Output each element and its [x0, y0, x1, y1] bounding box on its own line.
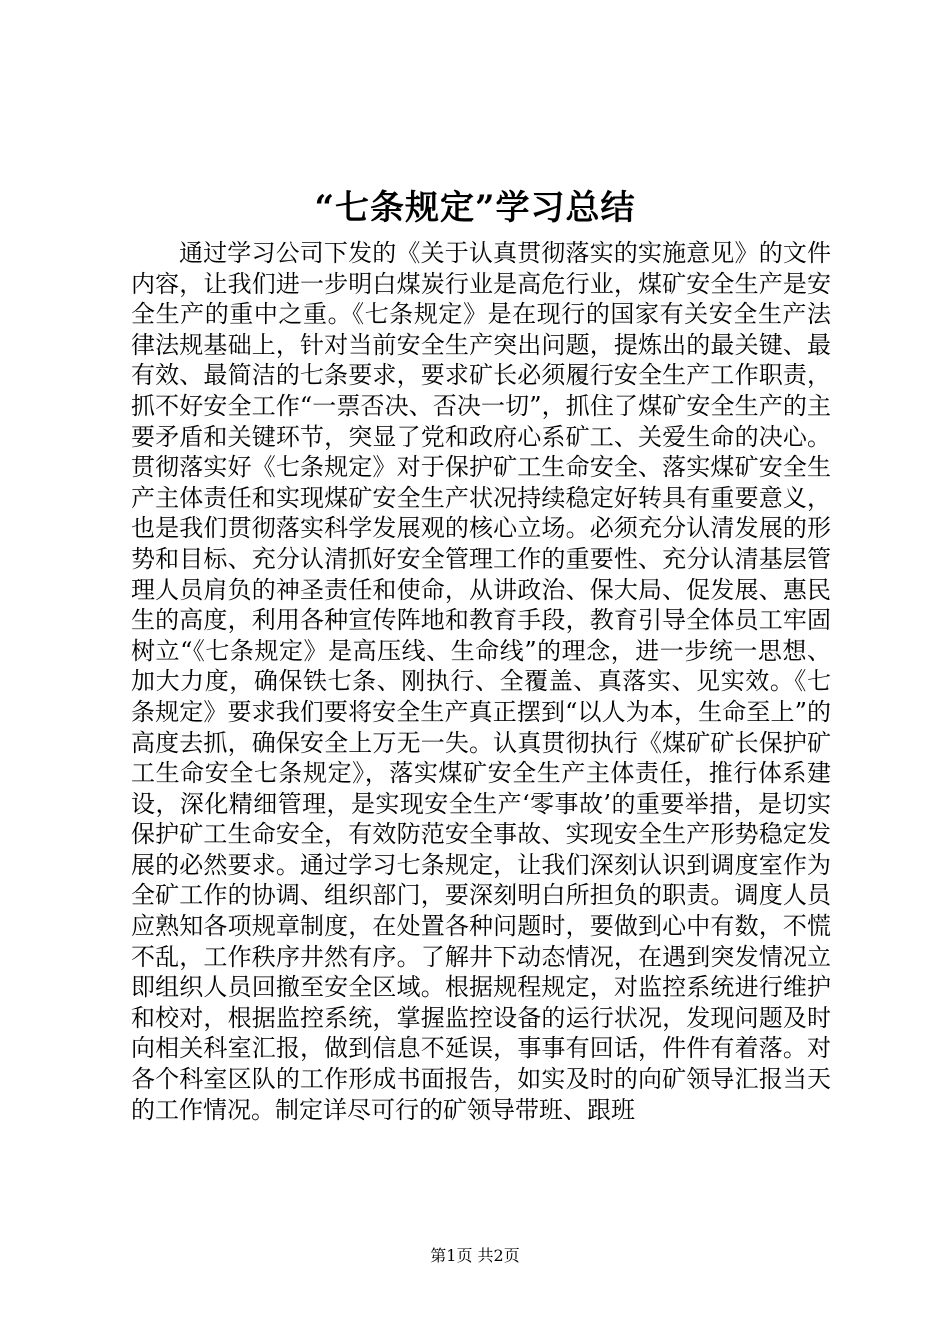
page-footer: 第1页 共2页 [430, 1246, 520, 1265]
document-body-paragraph: 通过学习公司下发的《关于认真贯彻落实的实施意见》的文件内容，让我们进一步明白煤炭行业是高危行业，煤矿安全生产是安全生产的重中之重。《七条规定》是在现行的国家有关安全生产法律法规基础上，针对当前安全生产突出问题，提炼出的最关键、最有效、最简洁的七条要求，要求矿长必须履行安全生产工作职责，抓不好安全工作“一票否决、否决一切”，抓住了煤矿安全生产的主要矛盾和关键环节，突显了党和政府心系矿工、关爱生命的决心。贯彻落实好《七条规定》对于保护矿工生命安全、落实煤矿安全生产主体责任和实现煤矿安全生产状况持续稳定好转具有重要意义，也是我们贯彻落实科学发展观的核心立场。必须充分认清发展的形势和目标、充分认清抓好安全管理工作的重要性、充分认清基层管理人员肩负的神圣责任和使命，从讲政治、保大局、促发展、惠民生的高度，利用各种宣传阵地和教育手段，教育引导全体员工牢固树立“《七条规定》是高压线、生命线”的理念，进一步统一思想、加大力度，确保铁七条、刚执行、全覆盖、真落实、见实效。《七条规定》要求我们要将安全生产真正摆到“以人为本，生命至上”的高度去抓，确保安全上万无一失。认真贯彻执行《煤矿矿长保护矿工生命安全七条规定》，落实煤矿安全生产主体责任，推行体系建设，深化精细管理，是实现安全生产‘零事故’的重要举措，是切实保护矿工生命安全，有效防范安全事故、实现安全生产形势稳定发展的必然要求。通过学习七条规定，让我们深刻认识到调度室作为全矿工作的协调、组织部门，要深刻明白所担负的职责。调度人员应熟知各项规章制度，在处置各种问题时，要做到心中有数，不慌不乱，工作秩序井然有序。了解井下动态情况，在遇到突发情况立即组织人员回撤至安全区域。根据规程规定，对监控系统进行维护和校对，根据监控系统，掌握监控设备的运行状况，发现问题及时向相关科室汇报，做到信息不延误，事事有回话，件件有着落。对各个科室区队的工作形成书面报告，如实及时的向矿领导汇报当天的工作情况。制定详尽可行的矿领导带班、跟班 [131, 239, 831, 1124]
document-title: “七条规定”学习总结 [314, 188, 636, 228]
